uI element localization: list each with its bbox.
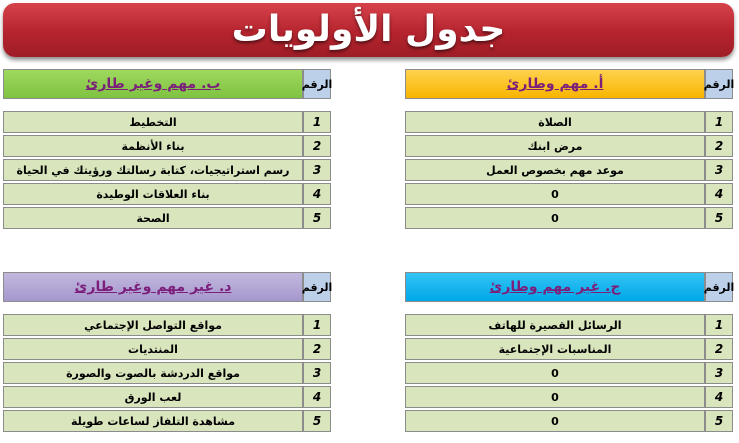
quadrant-d-number-3: 3 xyxy=(303,362,331,384)
quadrant-c-item-1: الرسائل القصيرة للهاتف xyxy=(405,314,705,336)
quadrant-d-number-5: 5 xyxy=(303,410,331,432)
quadrant-b-item-1: التخطيط xyxy=(3,111,303,133)
page-title: جدول الأولويات xyxy=(231,9,506,50)
quadrant-a-number-1: 1 xyxy=(705,111,733,133)
quadrant-a-item-5: 0 xyxy=(405,207,705,229)
quadrant-d-item-2: المنتديات xyxy=(3,338,303,360)
quadrant-c-title: ج. غير مهم وطارئ xyxy=(489,279,621,295)
quadrant-a-title: أ. مهم وطارئ xyxy=(506,76,604,92)
quadrant-d-item-4: لعب الورق xyxy=(3,386,303,408)
quadrant-c-header xyxy=(405,272,705,302)
quadrant-a-item-3: موعد مهم بخصوص العمل xyxy=(405,159,705,181)
title-banner xyxy=(3,3,734,57)
quadrant-c-item-3: 0 xyxy=(405,362,705,384)
quadrant-c-number-5: 5 xyxy=(705,410,733,432)
quadrant-d-item-3: مواقع الدردشة بالصوت والصورة xyxy=(3,362,303,384)
quadrant-a-item-1: الصلاة xyxy=(405,111,705,133)
quadrant-d-item-5: مشاهدة التلفاز لساعات طويلة xyxy=(3,410,303,432)
quadrant-d-number-4: 4 xyxy=(303,386,331,408)
quadrant-b-item-4: بناء العلاقات الوطيدة xyxy=(3,183,303,205)
quadrant-c-number-1: 1 xyxy=(705,314,733,336)
quadrant-a-item-4: 0 xyxy=(405,183,705,205)
quadrant-b-number-1: 1 xyxy=(303,111,331,133)
quadrant-d-title: د. غير مهم وغير طارئ xyxy=(74,279,232,295)
quadrant-d-item-1: مواقع التواصل الإجتماعي xyxy=(3,314,303,336)
quadrant-c-number-2: 2 xyxy=(705,338,733,360)
quadrant-b-number-2: 2 xyxy=(303,135,331,157)
quadrant-a-item-2: مرض ابنك xyxy=(405,135,705,157)
quadrant-b-item-3: رسم استراتيجيات، كتابة رسالتك ورؤيتك في الحياة xyxy=(3,159,303,181)
quadrant-b-header xyxy=(3,69,303,99)
quadrant-b-number-3: 3 xyxy=(303,159,331,181)
quadrant-b-number-4: 4 xyxy=(303,183,331,205)
quadrant-c-item-5: 0 xyxy=(405,410,705,432)
quadrant-a-number-3: 3 xyxy=(705,159,733,181)
quadrant-d-number-2: 2 xyxy=(303,338,331,360)
quadrant-c-number-3: 3 xyxy=(705,362,733,384)
quadrant-a-number-2: 2 xyxy=(705,135,733,157)
quadrant-b-item-2: بناء الأنظمة xyxy=(3,135,303,157)
quadrant-d-header xyxy=(3,272,303,302)
quadrant-c-number-4: 4 xyxy=(705,386,733,408)
quadrant-c-item-4: 0 xyxy=(405,386,705,408)
quadrant-d-number-1: 1 xyxy=(303,314,331,336)
quadrant-a-number-4: 4 xyxy=(705,183,733,205)
quadrant-c-item-2: المناسبات الإجتماعية xyxy=(405,338,705,360)
quadrant-d-number-header: الرقم xyxy=(303,272,331,302)
quadrant-b-item-5: الصحة xyxy=(3,207,303,229)
quadrant-b-number-5: 5 xyxy=(303,207,331,229)
quadrant-a-number-5: 5 xyxy=(705,207,733,229)
quadrant-a-number-header: الرقم xyxy=(705,69,733,99)
quadrant-a-header xyxy=(405,69,705,99)
quadrant-c-number-header: الرقم xyxy=(705,272,733,302)
quadrant-b-title: ب. مهم وغير طارئ xyxy=(85,76,221,92)
quadrant-b-number-header: الرقم xyxy=(303,69,331,99)
